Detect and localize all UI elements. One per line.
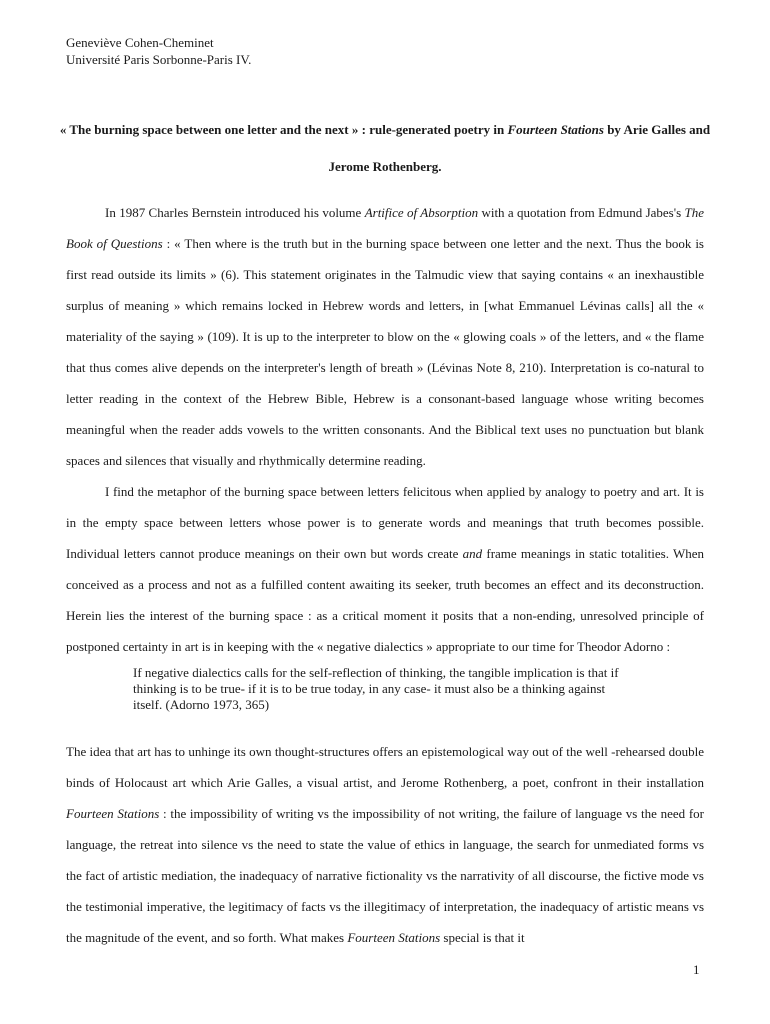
p2-text-a: I find the metaphor of the burning space between letters felicitous when applied by analogy to poetry and art. It is in the empty space between letters whose power is to generate words and meanings that truth becomes possible. Individual letters cannot produce meanings on their own but words create <box>66 484 704 561</box>
body-section-2 <box>66 736 704 953</box>
author-affiliation: Université Paris Sorbonne-Paris IV. <box>66 52 252 67</box>
p2-text-c: frame meanings in static totalities. When conceived as a process and not as a fulfilled content awaiting its seeker, truth becomes an effect and its deconstruction. Herein lies the interest of the burning space : as a critical moment it posits that a non-ending, unresolved principle of postponed certainty in art is in keeping with the « negative dialectics » appropriate to our time for Theodor Adorno : <box>66 546 704 654</box>
block-quote <box>133 665 643 713</box>
p3-text-a: The idea that art has to unhinge its own thought-structures offers an epistemological way out of the well -rehearsed double binds of Holocaust art which Arie Galles, a visual artist, and Jerome Rothenberg, a poet, confront in their installation <box>66 744 704 790</box>
title-post: by Arie Galles and Jerome Rothenberg. <box>328 122 711 174</box>
paragraph-2 <box>66 476 704 662</box>
quote-line: thinking is to be true- if it is to be true today, in any case- it must also be a thinking against <box>133 681 606 696</box>
p1-text-a: In 1987 Charles Bernstein introduced his volume <box>105 205 365 220</box>
paper-title <box>50 111 720 185</box>
p1-text-c: with a quotation from Edmund Jabes's <box>478 205 685 220</box>
p2-italic-b: and <box>462 546 483 561</box>
p1-text-e: : « Then where is the truth but in the burning space between one letter and the next. Thus the book is first read outside its limits » (6). This statement originates in the Talmudic view that saying contains « an inexhaustible surplus of meaning » which remains locked in Hebrew words and letters, in [what Emmanuel Lévinas calls] all the « materiality of the saying » (109). It is up to the interpreter to blow on the « glowing coals » of the letters, and « the flame that thus comes alive depends on the interpreter's length of breath » (Lévinas Note 8, 210). Interpretation is co-natural to letter reading in the context of the Hebrew Bible, Hebrew is a consonant-based language whose writing becomes meaningful when the reader adds vowels to the written consonants. And the Biblical text uses no punctuation but blank spaces and silences that visually and rhythmically determine reading. <box>66 236 704 468</box>
quote-line: itself. (Adorno 1973, 365) <box>133 697 270 712</box>
p1-italic-b: Artifice of Absorption <box>364 205 479 220</box>
title-pre: « The burning space between one letter and the next » : rule-generated poetry in <box>59 122 508 137</box>
p3-italic-d: Fourteen Stations <box>347 930 441 945</box>
paragraph-3 <box>66 736 704 953</box>
paragraph-1 <box>66 197 704 476</box>
p3-text-e: special is that it <box>440 930 525 945</box>
body-section-1 <box>66 197 704 662</box>
author-name: Geneviève Cohen-Cheminet <box>66 35 214 50</box>
page-number: 1 <box>693 962 700 977</box>
quote-line: If negative dialectics calls for the self-reflection of thinking, the tangible implication is that if <box>133 665 619 680</box>
title-italic: Fourteen Stations <box>507 122 604 137</box>
p1-italic-d: The Book of Questions <box>66 205 705 251</box>
p3-italic-b: Fourteen Stations <box>66 806 160 821</box>
p3-text-c: : the impossibility of writing vs the impossibility of not writing, the failure of language vs the need for language, the retreat into silence vs the need to state the value of ethics in language, the search for unmediated forms vs the fact of artistic mediation, the inadequacy of narrative fictionality vs the narrativity of all discourse, the fictive mode vs the testimonial imperative, the legitimacy of facts vs the illegitimacy of interpretation, the inadequacy of artistic means vs the magnitude of the event, and so forth. What makes <box>66 806 705 945</box>
author-block <box>66 34 251 68</box>
